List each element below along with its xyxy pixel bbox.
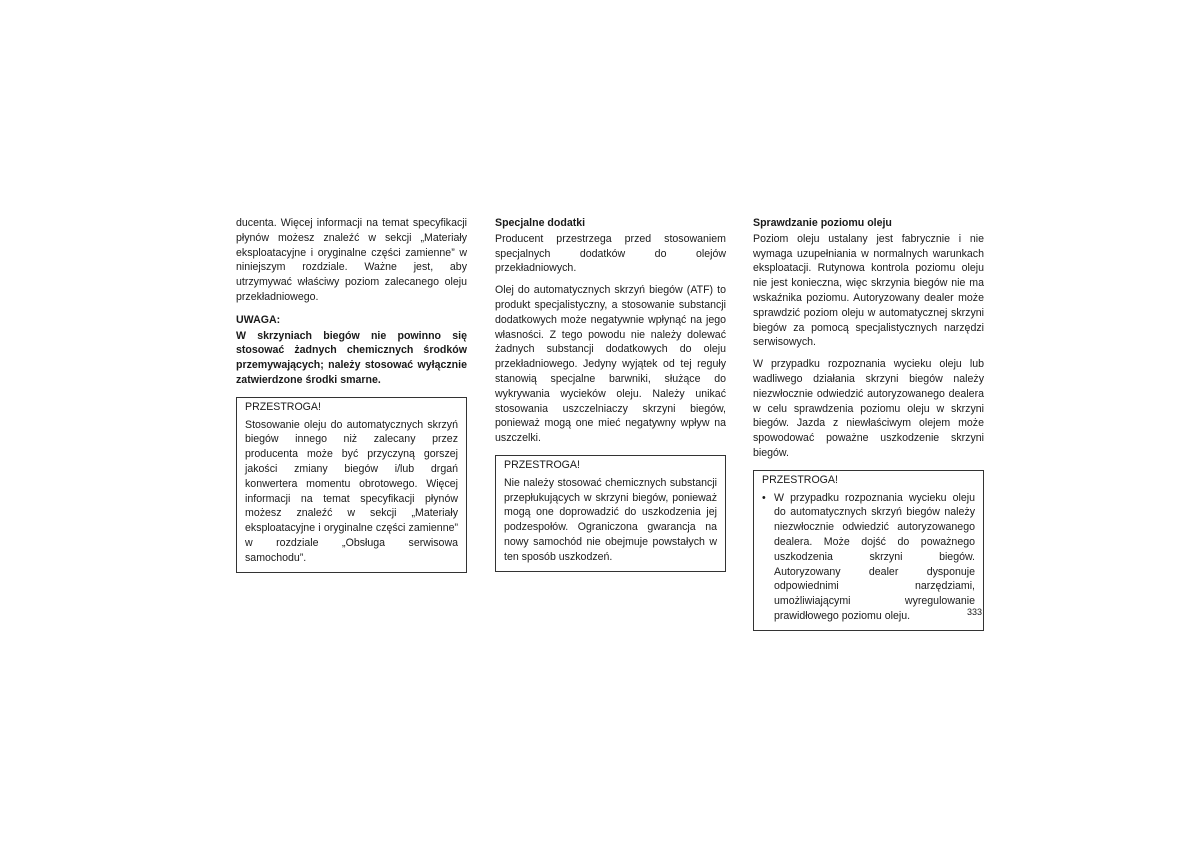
paragraph: Producent przestrzega przed stosowaniem specjalnych dodatków do olejów przekładniowych. — [495, 232, 726, 275]
caution-body: Nie należy stosować chemicznych substancji przepłukujących w skrzyni biegów, ponieważ mogą one doprowadzić do uszkodzenia jej podzespołów. Ograniczona gwarancja na nowy samochód nie obejmuje powstałych w ten sposób uszkodzeń. — [504, 476, 717, 563]
caution-box — [495, 455, 726, 572]
paragraph: Poziom oleju ustalany jest fabrycznie i nie wymaga uzupełniania w normalnych warunkach eksploatacji. Rutynowa kontrola poziomu oleju nie jest konieczna, więc skrzynia biegów nie ma wskaźnika poziomu. Autoryzowany dealer może sprawdzić poziom oleju w automatycznej skrzyni biegów za pomocą specjalistycznych narzędzi serwisowych. — [753, 232, 984, 349]
column-3 — [753, 216, 984, 631]
paragraph: W przypadku rozpoznania wycieku oleju lub wadliwego działania skrzyni biegów należy niezwłocznie odwiedzić autoryzowanego dealera w celu sprawdzenia poziomu oleju w skrzyni biegów. Jazda z niewłaściwym olejem może spowodować poważne uszkodzenie skrzyni biegów. — [753, 358, 984, 459]
caution-title: PRZESTROGA! — [504, 458, 580, 471]
paragraph: Olej do automatycznych skrzyń biegów (ATF) to produkt specjalistyczny, a stosowanie substancji dodatkowych może negatywnie wpłynąć na jego własności. Z tego powodu nie należy dolewać żadnych substancji dodatkowych do oleju przekładniowego. Jedyny wyjątek od tej reguły stanowią specjalne barwniki, służące do wykrywania wycieków oleju. Należy unikać stosowania uszczelniaczy skrzyni biegów, ponieważ mogą one mieć negatywny wpływ na uszczelki. — [495, 284, 726, 445]
caution-title: PRZESTROGA! — [245, 400, 321, 413]
section-heading-special-additives: Specjalne dodatki — [495, 217, 586, 229]
intro-paragraph: ducenta. Więcej informacji na temat specyfikacji płynów możesz znaleźć w sekcji „Materiały eksploatacyjne i oryginalne części zamienne” w niniejszym rozdziale. Ważne jest, aby utrzymywać właściwy poziom zalecanego oleju przekładniowego. — [236, 217, 467, 303]
column-1 — [236, 216, 467, 573]
caution-list — [762, 491, 975, 624]
warning-body: W skrzyniach biegów nie powinno się stosować żadnych chemicznych środków przemywających; należy stosować wyłącznie zatwierdzone środki smarne. — [236, 329, 467, 386]
page-number: 333 — [967, 607, 983, 617]
caution-box — [236, 397, 467, 573]
caution-title: PRZESTROGA! — [762, 473, 838, 486]
caution-body: Stosowanie oleju do automatycznych skrzyń biegów innego niż zalecany przez producenta może być przyczyną gorszej jakości zmiany biegów i/lub drgań konwertera momentu obrotowego. Więcej informacji na temat specyfikacji płynów możesz znaleźć w sekcji „Materiały eksploatacyjne i oryginalne części zamienne” w rozdziale „Obsługa serwisowa samochodu”. — [245, 418, 458, 564]
warning-title: UWAGA: — [236, 313, 281, 326]
section-heading-oil-level-check: Sprawdzanie poziomu oleju — [753, 217, 892, 229]
column-2 — [495, 216, 726, 572]
list-item: • W przypadku rozpoznania wycieku oleju do automatycznych skrzyń biegów należy niezwłocznie odwiedzić autoryzowanego dealera. Może dojść do poważnego uszkodzenia skrzyni biegów. Autoryzowany dealer dysponuje odpowiednimi narzędziami, umożliwiającymi wyregulowanie prawidłowego poziomu oleju. — [762, 491, 975, 624]
caution-box — [753, 470, 984, 631]
